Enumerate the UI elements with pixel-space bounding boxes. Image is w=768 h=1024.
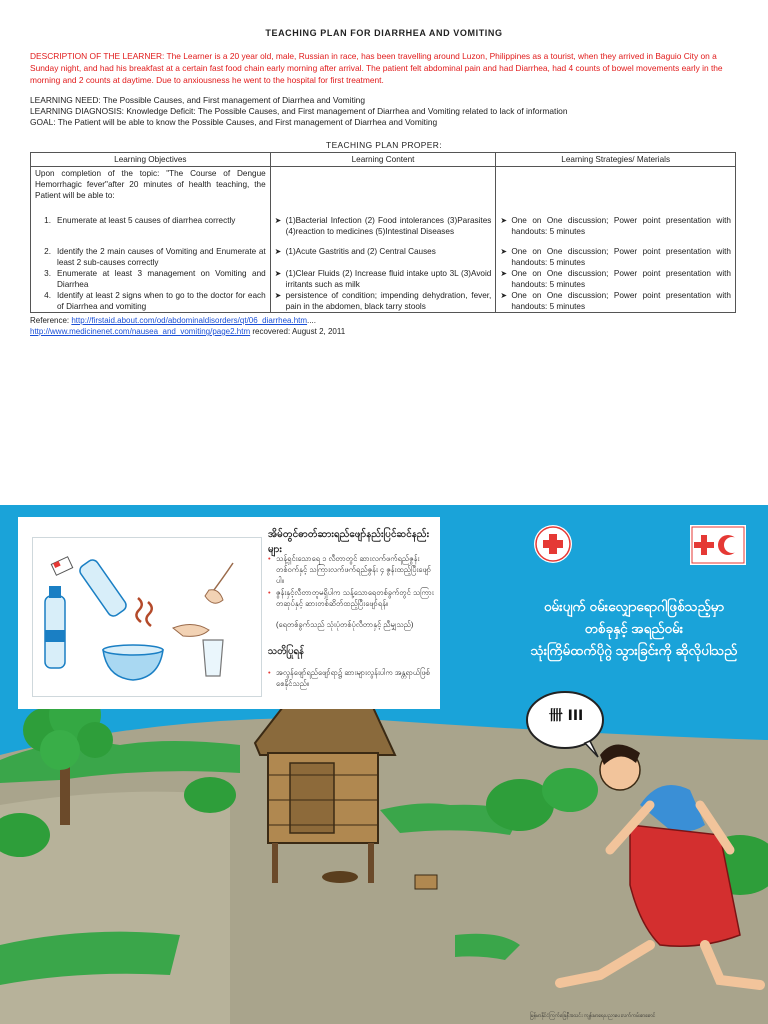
- table-row: 3. Enumerate at least 3 management on Vomiting and Diarrhea ➤ (1)Clear Fluids (2) Increase fluid intake upto 3L (3)Avoid irritants such as milk ➤ One on One discussion; Power point presentation with handouts: 5 minutes: [31, 268, 736, 290]
- instruction-item: • ဇွန်းနှင့်လီတာတူမရှိပါက သန့်သောရေတစ်ခွက်တွင် သကြားတဆုပ်နှင့် ဆားတစ်ဆိတ်ထည့်ပြီးဖျော်ရန်။: [268, 587, 436, 609]
- water-bottle-icon: [45, 586, 65, 668]
- reference-recovered-date: recovered: August 2, 2011: [250, 327, 346, 336]
- arrow-bullet-icon: ➤: [274, 247, 282, 256]
- ors-preparation-illustration: [32, 537, 262, 697]
- content-text: (1)Acute Gastritis and (2) Central Causes: [285, 247, 436, 256]
- caution-heading: သတိပြုရန်: [268, 646, 304, 657]
- goal: GOAL: The Patient will be able to know the Possible Causes, and First management of Diarrhea and Vomiting: [30, 117, 438, 127]
- instructions-heading: အိမ်တွင်ဓာတ်ဆားရည်ဖျော်နည်းပြင်ဆင်နည်းများ: [268, 529, 430, 555]
- ors-instructions-panel: [18, 517, 440, 709]
- document-title: TEACHING PLAN FOR DIARRHEA AND VOMITING: [265, 28, 503, 38]
- table-row: 1. Enumerate at least 5 causes of diarrhea correctly ➤ (1)Bacterial Infection (2) Food intolerances (3)Parasites (4)reaction to medicines (5)Intestinal Diseases ➤ One on One discussion; Power point presentation with handouts: 5 minutes: [31, 201, 736, 237]
- objective-text: Enumerate at least 5 causes of diarrhea correctly: [57, 216, 236, 225]
- plan-title: TEACHING PLAN PROPER:: [326, 140, 442, 150]
- reference-link-medicinenet[interactable]: http://www.medicinenet.com/nausea_and_vomiting/page2.htm: [30, 327, 251, 336]
- objective-text: Identify the 2 main causes of Vomiting and Enumerate at least 2 sub-causes correctly: [57, 247, 266, 267]
- instruction-item: • သန့်ရှင်းသောရေ ၁ လီတာတွင် ဆားလက်ဖက်ရည်ဇွန်းတစ်ဝက်နှင့် သကြားလက်ဖက်ရည်ဇွန်း ၄ ဇွန်းထည့်ပြီးဖျော်ပါ။: [268, 553, 436, 586]
- objective-text: Identify at least 2 signs when to go to the doctor for each of Diarrhea and vomiting: [57, 291, 266, 311]
- header-strategies: Learning Strategies/ Materials: [496, 153, 736, 167]
- content-text: (1)Clear Fluids (2) Increase fluid intake upto 3L (3)Avoid irritants such as milk: [285, 269, 492, 289]
- red-crescent-logo-icon: [690, 525, 746, 565]
- objective-text: Enumerate at least 3 management on Vomiting and Diarrhea: [57, 269, 266, 289]
- reference-label: Reference:: [30, 316, 72, 325]
- headline-line-1: ဝမ်းပျက် ဝမ်းလျှောရောဂါဖြစ်သည့်မှာ: [543, 599, 725, 614]
- content-text: persistence of condition; impending dehydration, fever, pain in the abdomen, black tarry stools: [285, 291, 492, 311]
- learning-diagnosis: LEARNING DIAGNOSIS: Knowledge Deficit: The Possible Causes, and First management of Diarrhea and Vomiting related to lack of information: [30, 106, 568, 116]
- references: Reference: http://firstaid.about.com/od/abdominaldisorders/qt/06_diarrhea.htm.... http://www.medicinenet.com/nausea_and_vomiting/page2.htm recovered: August 2, 2011: [30, 316, 346, 336]
- arrow-bullet-icon: ➤: [274, 269, 282, 278]
- arrow-bullet-icon: ➤: [274, 291, 282, 300]
- teaching-plan-document: [0, 0, 768, 480]
- strategy-text: One on One discussion; Power point presentation with handouts: 5 minutes: [511, 291, 731, 311]
- stirring-hand-icon: [136, 563, 233, 636]
- objectives-intro: Upon completion of the topic: "The Course of Dengue Hemorrhagic fever"after 20 minutes of health teaching, the Patient will be able to:: [31, 167, 271, 202]
- bowl-icon: [103, 645, 163, 680]
- arrow-bullet-icon: ➤: [500, 291, 508, 300]
- glass-icon: [203, 640, 223, 676]
- caution-item: • အလွန်ဖျော်ရည်ဖျော်ရာ၌ ဆားများလွန်းပါက အန္တရာယ်ဖြစ်စေနိုင်သည်။: [268, 667, 436, 689]
- reference-link-firstaid[interactable]: http://firstaid.about.com/od/abdominaldisorders/qt/06_diarrhea.htm: [71, 316, 308, 325]
- arrow-bullet-icon: ➤: [500, 247, 508, 256]
- table-row: 4. Identify at least 2 signs when to go to the doctor for each of Diarrhea and vomiting ➤ persistence of condition; impending dehydration, fever, pain in the abdomen, black tarry stools ➤ One on One discussion; Power point presentation with handouts: 5 minutes: [31, 290, 736, 313]
- health-poster: [0, 505, 768, 1024]
- table-row: 2. Identify the 2 main causes of Vomiting and Enumerate at least 2 sub-causes correctly ➤ (1)Acute Gastritis and (2) Central Causes ➤ One on One discussion; Power point presentation with handouts: 5 minutes: [31, 237, 736, 268]
- headline-line-2: တစ်ခုနှင့် အရည်ဝမ်း: [584, 621, 684, 636]
- strategy-text: One on One discussion; Power point presentation with handouts: 5 minutes: [511, 216, 731, 236]
- instruction-note: (ရေတစ်ခွက်သည် သုံးပုံတစ်ပုံလီတာနှင့် ညီမျှသည်): [276, 620, 414, 629]
- red-cross-logo-icon: [534, 525, 572, 563]
- arrow-bullet-icon: ➤: [500, 216, 508, 225]
- learning-need: LEARNING NEED: The Possible Causes, and First management of Diarrhea and Vomiting: [30, 95, 365, 105]
- header-content: Learning Content: [270, 153, 496, 167]
- fine-print: မြန်မာနိုင်ငံကြက်ခြေနီအသင်း ကျန်းမာရေးပညာပေးလက်ကမ်းစာစောင်: [530, 1013, 656, 1019]
- strategy-text: One on One discussion; Power point presentation with handouts: 5 minutes: [511, 269, 731, 289]
- learner-description: DESCRIPTION OF THE LEARNER: The Learner is a 20 year old, male, Russian in race, has been travelling around Luzon, Philippines as a tourist, when they arrived in Baguio City on a Sunday night, and had his breakfast at a certain fast food chain early morning after arrival. The patient felt abdominal pain and had Diarrhea, had 4 counts of bowel movements early in the morning and 2 counts at daytime. Due to anxiousness he went to the hospital for first treatment.: [30, 51, 723, 85]
- content-text: (1)Bacterial Infection (2) Food intolerances (3)Parasites (4)reaction to medicines (5)Intestinal Diseases: [285, 216, 492, 236]
- strategy-text: One on One discussion; Power point presentation with handouts: 5 minutes: [511, 247, 731, 267]
- tally-marks: 卌 III: [548, 708, 584, 724]
- arrow-bullet-icon: ➤: [500, 269, 508, 278]
- teaching-plan-table: [30, 152, 736, 313]
- arrow-bullet-icon: ➤: [274, 216, 282, 225]
- header-objectives: Learning Objectives: [31, 153, 271, 167]
- headline-line-3: သုံးကြိမ်ထက်ပိုဂွဲ သွားခြင်းကို ဆိုလိုပါသည်: [530, 643, 738, 658]
